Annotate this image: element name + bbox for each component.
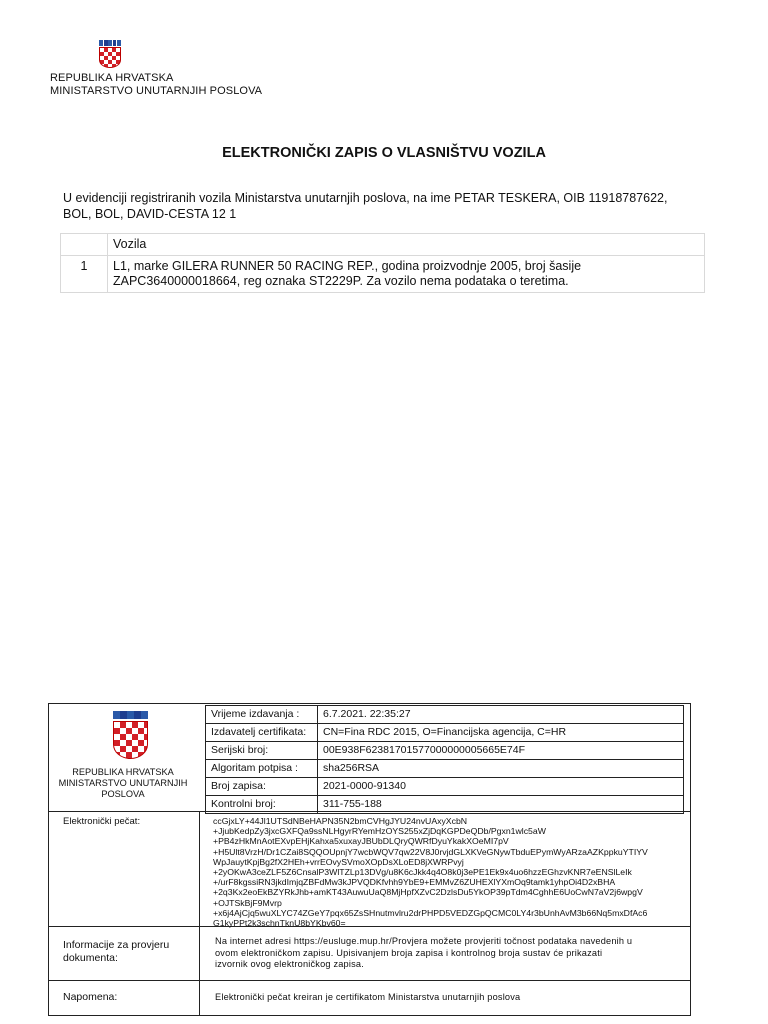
field-label: Izdavatelj certifikata: bbox=[206, 724, 318, 742]
divider bbox=[199, 811, 200, 1016]
seal-label: Elektronički pečat: bbox=[63, 816, 141, 827]
divider bbox=[48, 980, 691, 981]
intro-text bbox=[63, 190, 667, 222]
verification-label-line-1: Informacije za provjeru bbox=[63, 939, 170, 951]
intro-line-1: U evidenciji registriranih vozila Ministarstva unutarnjih poslova, na ime PETAR TESKERA, OIB 11918787622, bbox=[63, 191, 668, 205]
vehicle-description-line-1: L1, marke GILERA RUNNER 50 RACING REP., godina proizvodnje 2005, broj šasije bbox=[113, 259, 582, 273]
field-label: Algoritam potpisa : bbox=[206, 760, 318, 778]
table-row bbox=[206, 778, 684, 796]
field-label: Vrijeme izdavanja : bbox=[206, 706, 318, 724]
ministry-name: MINISTARSTVO UNUTARNJIH POSLOVA bbox=[50, 85, 263, 97]
intro-line-2: BOL, BOL, DAVID-CESTA 12 1 bbox=[63, 207, 237, 221]
document-title: ELEKTRONIČKI ZAPIS O VLASNIŠTVU VOZILA bbox=[222, 145, 546, 161]
seal-line: +/urF8kgssiRN3jkdImjqZBFdMw3kJPVQDKfvhh9YbE9+EMMvZ6ZUHEXlYXmOq9tamk1yhpOi4D2xBHA bbox=[213, 877, 616, 888]
field-label: Kontrolni broj: bbox=[206, 796, 318, 814]
verification-label-line-2: dokumenta: bbox=[63, 952, 118, 964]
table-row bbox=[206, 706, 684, 724]
field-value: 6.7.2021. 22:35:27 bbox=[318, 706, 684, 724]
vehicles-header: Vozila bbox=[108, 234, 705, 256]
field-value: 311-755-188 bbox=[318, 796, 684, 814]
verification-label bbox=[63, 939, 169, 965]
seal-line: +H5Ult8VrzH/Dr1CZai8SQQOUpnjY7wcbWQV7qw22V8J0rvjdGLXKVeGNywTbduEPymWyARzaAZKppkuYTIYV bbox=[213, 846, 648, 857]
issuer-line-1: REPUBLIKA HRVATSKA bbox=[72, 767, 174, 777]
verification-line-1: Na internet adresi https://eusluge.mup.hr/Provjera možete provjeriti točnost podataka navedenih u bbox=[215, 936, 633, 946]
seal-line: WpJauytKpjBg2fX2HEh+vrrEOvySVmoXOpDsXLoED8jXWRPvyj bbox=[213, 856, 464, 867]
issuer-name bbox=[48, 767, 198, 800]
vehicles-header-row bbox=[61, 234, 705, 256]
field-label: Broj zapisa: bbox=[206, 778, 318, 796]
seal-line: +PB4zHkMnAotEXvpEHjKahxa5xuxayJBUbDLQryQWRfDyuYkakXOeMI7pV bbox=[213, 836, 509, 847]
seal-line: +2q3Kx2eoEkBZYRkJhb+amKT43AuwuUaQ8MjHpfXZvC2DzlsDu5YkOP39pTdm4CghhE6UoCwN7aV2j6wpgV bbox=[213, 887, 643, 898]
republic-name: REPUBLIKA HRVATSKA bbox=[50, 72, 174, 84]
certificate-info-table bbox=[205, 705, 684, 814]
vehicle-description bbox=[108, 256, 705, 293]
seal-value bbox=[213, 816, 687, 928]
vehicle-description-line-2: ZAPC3640000018664, reg oznaka ST2229P. Za vozilo nema podataka o teretima. bbox=[113, 274, 569, 288]
seal-line: G1kyPPt2k3schnTknU8bYKbv60= bbox=[213, 918, 346, 929]
ministry-header bbox=[50, 72, 262, 98]
table-row bbox=[61, 256, 705, 293]
note-text: Elektronički pečat kreiran je certifikatom Ministarstva unutarnjih poslova bbox=[215, 992, 521, 1002]
verification-text bbox=[215, 936, 685, 971]
field-label: Serijski broj: bbox=[206, 742, 318, 760]
field-value: sha256RSA bbox=[318, 760, 684, 778]
seal-line: +2yOKwA3ceZLF5Z6CnsalP3WlTZLp13DVg/u8K6cJkk4q4O8k0j3ePE1Ek9x4uo6hzzEGhzvKNR7eENSlLeIk bbox=[213, 867, 632, 878]
number-header-cell bbox=[61, 234, 108, 256]
coat-of-arms-icon bbox=[99, 40, 121, 68]
table-row bbox=[206, 742, 684, 760]
vehicles-table bbox=[60, 233, 705, 293]
table-row bbox=[206, 796, 684, 814]
field-value: CN=Fina RDC 2015, O=Financijska agencija, C=HR bbox=[318, 724, 684, 742]
seal-line: ccGjxLY+44Jl1UTSdNBeHAPN35N2bmCVHgJYU24nvUAxyXcbN bbox=[213, 816, 468, 826]
seal-line: +JjubKedpZy3jxcGXFQa9ssNLHgyrRYemHzOYS255xZjDqKGPDeQDb/Pgxn1wlc5aW bbox=[213, 826, 546, 837]
coat-of-arms-icon bbox=[113, 711, 148, 759]
seal-line: +OJTSkBjF9Mvrp bbox=[213, 897, 282, 908]
seal-line: +x6j4AjCjq5wuXLYC74ZGeY7pqx65ZsSHnutmvlru2drPHPD5VEDZGpQCMC0LY4r3bUnhAvM3b66Nq5mxDfAc6 bbox=[213, 907, 648, 918]
field-value: 2021-0000-91340 bbox=[318, 778, 684, 796]
issuer-line-3: POSLOVA bbox=[101, 789, 145, 799]
field-value: 00E938F62381701577000000005665E74F bbox=[318, 742, 684, 760]
verification-line-3: izvornik ovog elektroničkog zapisa. bbox=[215, 959, 364, 969]
issuer-line-2: MINISTARSTVO UNUTARNJIH bbox=[58, 778, 188, 788]
table-row bbox=[206, 760, 684, 778]
table-row bbox=[206, 724, 684, 742]
verification-line-2: ovom elektroničkom zapisu. Upisivanjem broja zapisa i kontrolnog broja sustav će prikazati bbox=[215, 947, 603, 958]
note-label: Napomena: bbox=[63, 991, 118, 1003]
row-number: 1 bbox=[61, 256, 108, 293]
